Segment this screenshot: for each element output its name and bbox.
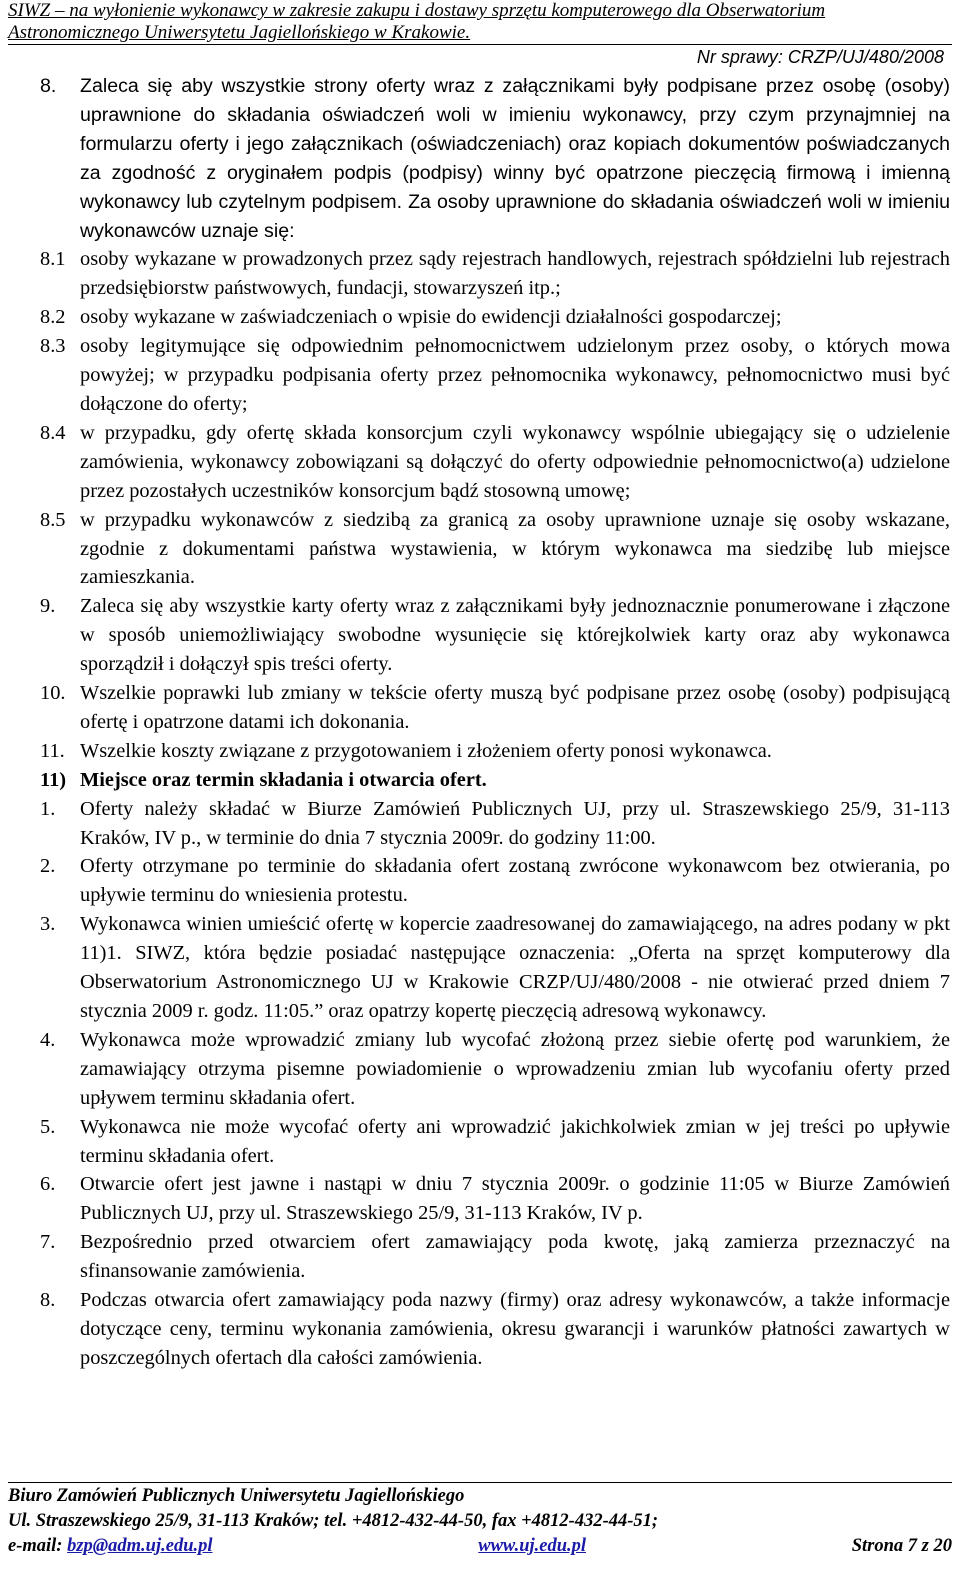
item-text: w przypadku, gdy ofertę składa konsorcjum czyli wykonawcy wspólnie ubiegający się o udzielenie zamówienia, wykonawcy zobowiązani są dołączyć do oferty odpowiednie pełnomocnictwo(a) udzielone przez pozostałych uczestników konsorcjum bądź stosowną umowę; [80,421,950,502]
page-header [8,0,952,67]
item-text: Wykonawca nie może wycofać oferty ani wprowadzić jakichkolwiek zmian w jej treści po upływie terminu składania ofert. [80,1115,950,1167]
footer-office-name: Biuro Zamówień Publicznych Uniwersytetu Jagiellońskiego [8,1486,465,1506]
list-item [40,679,950,737]
page-footer [8,1484,952,1559]
list-item [40,1286,950,1373]
page-number: Strona 7 z 20 [851,1536,952,1556]
footer-rule [8,1482,952,1483]
item-number: 6. [40,1173,56,1196]
list-item [40,303,950,332]
item-text: Zaleca się aby wszystkie strony oferty wraz z załącznikami były podpisane przez osobę (osoby) uprawnione do składania oświadczeń woli w imieniu wykonawcy, przy czym przynajmniej na formularzu oferty i jego załącznikach (oświadczeniach) oraz kopiach dokumentów poświadczanych za zgodność z oryginałem podpis (podpisy) winny być opatrzone pieczęcią firmową i imienną wykonawcy lub czytelnym podpisem. Za osoby uprawnione do składania oświadczeń woli w imieniu wykonawców uznaje się: [80,75,950,242]
item-number: 8.2 [40,306,66,329]
item-number: 8.4 [40,421,66,444]
header-title-line2: Astronomicznego Uniwersytetu Jagiellońskiego w Krakowie. [8,22,471,43]
header-rule [8,44,952,45]
item-number: 9. [40,595,56,618]
list-item [40,419,950,506]
item-number: 2. [40,855,56,878]
list-item [40,245,950,303]
list-item [40,1228,950,1286]
list-item [40,1026,950,1113]
header-title-line1: SIWZ – na wyłonienie wykonawcy w zakresie zakupu i dostawy sprzętu komputerowego dla Obserwatorium [8,0,826,21]
list-item [40,72,950,245]
list-item [40,506,950,593]
item-number: 3. [40,913,56,936]
item-text: osoby wykazane w prowadzonych przez sądy rejestrach handlowych, rejestrach spółdzielni lub rejestrach przedsiębiorstw państwowych, fundacji, stowarzyszeń itp.; [80,248,950,300]
item-text: osoby wykazane w zaświadczeniach o wpisie do ewidencji działalności gospodarczej; [80,306,782,329]
section-title: Miejsce oraz termin składania i otwarcia ofert. [80,768,487,791]
list-item [40,737,950,766]
email-label: e-mail: [8,1536,63,1556]
list-item [40,795,950,853]
list-item [40,1113,950,1171]
item-number: 11. [40,739,65,762]
list-item [40,592,950,679]
item-text: Wykonawca może wprowadzić zmiany lub wycofać złożoną przez siebie ofertę pod warunkiem, że zamawiający otrzyma pisemne powiadomienie o wprowadzeniu zmian lub wycofaniu oferty przed upływem terminu składania ofert. [80,1028,950,1109]
case-number: Nr sprawy: CRZP/UJ/480/2008 [696,47,944,67]
item-number: 8.5 [40,508,66,531]
footer-email-block [8,1534,213,1559]
footer-contact-row [8,1534,952,1559]
item-text: Wszelkie poprawki lub zmiany w tekście oferty muszą być podpisane przez osobę (osoby) podpisującą ofertę i opatrzone datami ich dokonania. [80,682,950,733]
item-text: Wykonawca winien umieścić ofertę w kopercie zaadresowanej do zamawiającego, na adres podany w pkt 11)1. SIWZ, która będzie posiadać następujące oznaczenia: „Oferta na sprzęt komputerowy dla Obserwatorium Astronomicznego UJ w Krakowie CRZP/UJ/480/2008 - nie otwierać przed dniem 7 stycznia 2009 r. godz. 11:05.” oraz opatrzy kopertę pieczęcią adresową wykonawcy. [80,913,950,1022]
section-heading [40,766,950,795]
item-text: Oferty otrzymane po terminie do składania ofert zostaną zwrócone wykonawcom bez otwierania, po upływie terminu do wniesienia protestu. [80,855,950,907]
document-body [40,72,950,1373]
item-text: Otwarcie ofert jest jawne i nastąpi w dniu 7 stycznia 2009r. o godzinie 11:05 w Biurze Zamówień Publicznych UJ, przy ul. Straszewskiego 25/9, 31-113 Kraków, IV p. [80,1173,950,1225]
section-number: 11) [40,768,67,791]
item-number: 7. [40,1231,56,1254]
item-text: Zaleca się aby wszystkie karty oferty wraz z załącznikami były jednoznacznie ponumerowane i złączone w sposób uniemożliwiający swobodne wysunięcie się którejkolwiek karty oraz aby wykonawca sporządził i dołączył spis treści oferty. [80,595,950,676]
list-item [40,332,950,419]
item-text: Podczas otwarcia ofert zamawiający poda nazwy (firmy) oraz adresy wykonawców, a także informacje dotyczące ceny, terminu wykonania zamówienia, okresu gwarancji i warunków płatności zawartych w poszczególnych ofertach dla całości zamówienia. [80,1289,950,1369]
item-number: 8.3 [40,335,66,358]
list-item [40,852,950,910]
item-number: 1. [40,797,56,820]
item-text: w przypadku wykonawców z siedzibą za granicą za osoby uprawnione uznaje się osoby wskazane, zgodnie z dokumentami państwa wystawienia, w którym wykonawca ma siedzibę lub miejsce zamieszkania. [80,508,950,589]
list-item [40,1170,950,1228]
item-text: Bezpośrednio przed otwarciem ofert zamawiający poda kwotę, jaką zamierza przeznaczyć na sfinansowanie zamówienia. [80,1231,950,1283]
item-number: 8. [40,1289,56,1312]
item-number: 8. [40,75,57,97]
item-text: Wszelkie koszty związane z przygotowaniem i złożeniem oferty ponosi wykonawca. [80,739,772,762]
item-number: 5. [40,1115,56,1138]
item-text: Oferty należy składać w Biurze Zamówień Publicznych UJ, przy ul. Straszewskiego 25/9, 31-113 Kraków, IV p., w terminie do dnia 7 stycznia 2009r. do godziny 11:00. [80,797,950,849]
item-text: osoby legitymujące się odpowiednim pełnomocnictwem udzielonym przez osoby, o których mowa powyżej; w przypadku podpisania oferty przez pełnomocnika wykonawcy, pełnomocnictwo musi być dołączone do oferty; [80,335,950,415]
email-link[interactable]: bzp@adm.uj.edu.pl [67,1536,213,1556]
item-number: 4. [40,1028,56,1051]
item-number: 8.1 [40,248,66,271]
footer-address: Ul. Straszewskiego 25/9, 31-113 Kraków; tel. +4812-432-44-50, fax +4812-432-44-51; [8,1511,659,1531]
list-item [40,910,950,1026]
item-number: 10. [40,682,66,705]
website-link[interactable]: www.uj.edu.pl [478,1536,587,1556]
